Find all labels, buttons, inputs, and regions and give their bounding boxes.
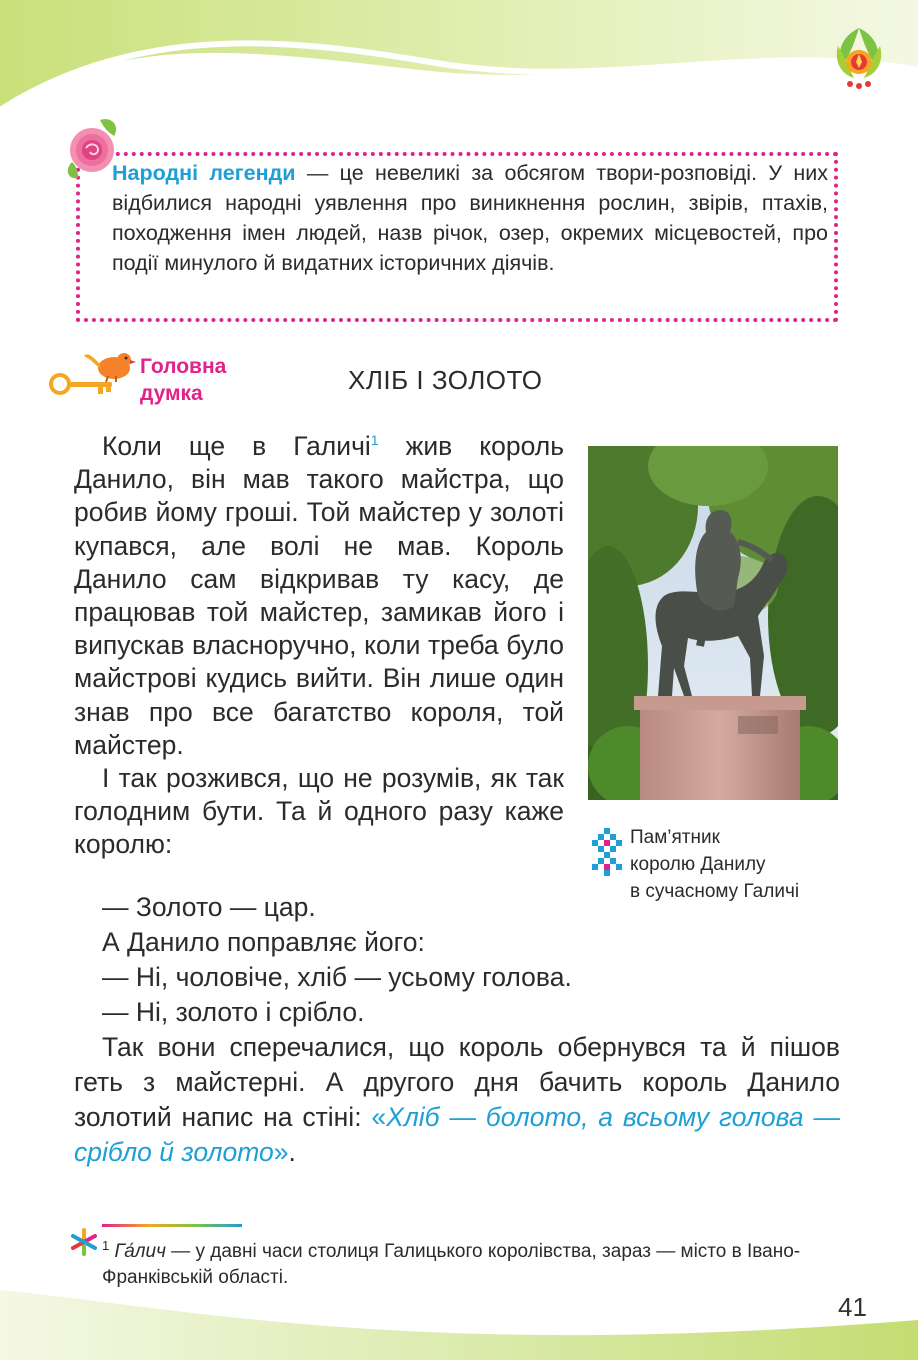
definition-text — [112, 158, 828, 278]
caption-line-3: в сучасному Галичі — [630, 881, 800, 902]
footnote-text: — у давні часи столиця Галицького королівства, зараз — місто в Івано-Франківській області. — [102, 1241, 801, 1288]
monument-photo — [588, 446, 838, 800]
paragraph-1 — [74, 424, 564, 762]
story-body-column — [74, 424, 564, 862]
paragraph-final — [74, 1030, 840, 1170]
paragraph-1-rest: жив король Данило, він мав такого майстра, що робив йому гроші. Той майстер у золоті купався, але волі не мав. Король Данило сам відкривав ту касу, де працював той майстер, замикав його і випускав власноручно, коли треба було майстрові кудись вийти. Він лише один знав про все багатство короля, той майстер. — [74, 431, 564, 760]
top-wave-decoration — [0, 0, 918, 120]
footnote-term: Га́лич — [114, 1241, 166, 1262]
paragraph-1-start: Коли ще в Галичі — [102, 431, 371, 461]
footnote-divider — [102, 1224, 242, 1227]
quote-open-mark: « — [371, 1102, 387, 1132]
caption-line-1: Пам’ятник — [630, 827, 720, 848]
page-number: 41 — [838, 1292, 867, 1322]
embroidery-pattern-icon — [590, 828, 624, 876]
footnote-number: 1 — [102, 1238, 110, 1253]
story-dialogue — [74, 890, 840, 1170]
dialogue-line-bread: — Ні, чоловіче, хліб — усьому голова. — [102, 962, 572, 992]
story-title: ХЛІБ І ЗОЛОТО — [348, 365, 543, 395]
caption-line-2: королю Данилу — [630, 854, 766, 875]
definition-term: Народні легенди — [112, 161, 296, 185]
dialogue-line-gold: — Золото — цар. — [102, 892, 316, 922]
main-idea-label — [140, 353, 260, 407]
folk-flower-ornament-icon — [832, 22, 886, 92]
quote-close-mark: » — [273, 1137, 289, 1167]
dialogue-line-answer: А Данило поправляє його: — [102, 927, 425, 957]
bottom-wave-decoration — [0, 1250, 918, 1360]
definition-body: — це невеликі за обсягом твори-розповіді. У них відбилися народні уявлення про виникнення рослин, звірів, птахів, походження імен людей, назв річок, озер, окремих місцевостей, про події минулого й видатних історичних діячів. — [112, 161, 828, 275]
dialogue-line-silver: — Ні, золото і срібло. — [102, 997, 365, 1027]
paragraph-final-end: . — [288, 1137, 296, 1167]
paragraph-final-text: Так вони сперечалися, що король обернувся та й пішов геть з майстерні. А другого дня бачить король Данило золотий напис на стіні: — [74, 1032, 840, 1132]
paragraph-2: І так розжився, що не розумів, як так голодним бути. Та й одного разу каже королю: — [74, 763, 564, 860]
footnote-marker: 1 — [370, 432, 379, 448]
main-idea-line-2: думка — [140, 382, 203, 405]
key-bird-icon — [48, 346, 136, 402]
inscription-quote: Хліб — болото, а всьому голова — срібло й золото — [74, 1102, 840, 1167]
main-idea-line-1: Головна — [140, 355, 227, 378]
